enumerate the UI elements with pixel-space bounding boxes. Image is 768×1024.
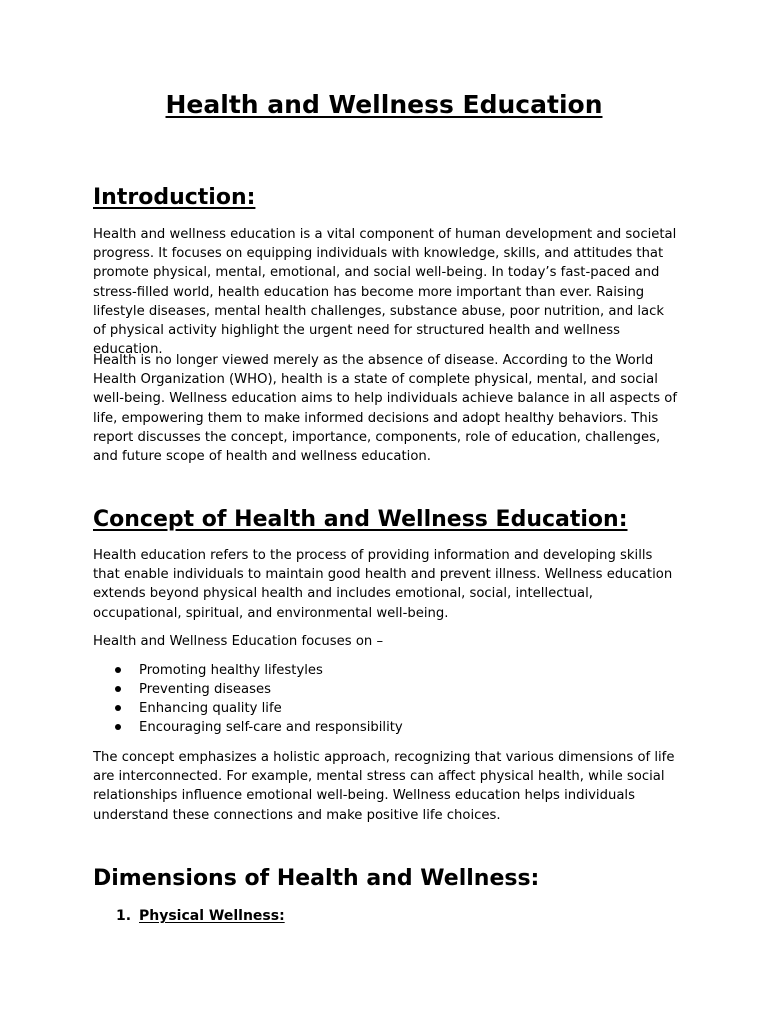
list-item-text: Promoting healthy lifestyles <box>139 663 323 678</box>
concept-focus-intro: Health and Wellness Education focuses on – <box>93 634 384 649</box>
list-item-text: Encouraging self-care and responsibility <box>139 720 403 735</box>
document-title: Health and Wellness Education <box>165 90 603 119</box>
concept-paragraph-1: Health education refers to the process of providing information and developing skills that enable individuals to maintain good health and prevent illness. Wellness education extends beyond physical health and includes emotional, social, intellectual, occupational, spiritual, and environmental well-being. <box>93 548 673 621</box>
introduction-paragraph-2: Health is no longer viewed merely as the absence of disease. According to the World Health Organization (WHO), health is a state of complete physical, mental, and social well-being. Wellness education aims to help individuals achieve balance in all aspects of life, empowering them to make informed decisions and adopt healthy behaviors. This report discusses the concept, importance, components, role of education, challenges, and future scope of health and wellness education. <box>93 353 677 465</box>
section-heading-concept: Concept of Health and Wellness Education: <box>93 507 628 532</box>
bullet-icon <box>115 686 121 692</box>
list-item-text: Enhancing quality life <box>139 701 282 716</box>
list-item-text: Preventing diseases <box>139 682 271 697</box>
subheading-physical-wellness: Physical Wellness: <box>139 908 285 924</box>
list-number: 1. <box>116 908 132 924</box>
concept-paragraph-closing: The concept emphasizes a holistic approach, recognizing that various dimensions of life are interconnected. For example, mental stress can affect physical health, while social relationships influence emotional well-being. Wellness education helps individuals understand these connections and make positive life choices. <box>93 750 675 823</box>
section-heading-introduction: Introduction: <box>93 185 256 210</box>
bullet-icon <box>115 667 121 673</box>
bullet-icon <box>115 705 121 711</box>
bullet-icon <box>115 724 121 730</box>
introduction-paragraph-1: Health and wellness education is a vital component of human development and societal progress. It focuses on equipping individuals with knowledge, skills, and attitudes that promote physical, mental, emotional, and social well-being. In today’s fast-paced and stress-filled world, health education has become more important than ever. Raising lifestyle diseases, mental health challenges, substance abuse, poor nutrition, and lack of physical activity highlight the urgent need for structured health and wellness education. <box>93 227 677 358</box>
section-heading-dimensions: Dimensions of Health and Wellness: <box>93 866 540 891</box>
numbered-item-physical-wellness <box>116 906 285 926</box>
